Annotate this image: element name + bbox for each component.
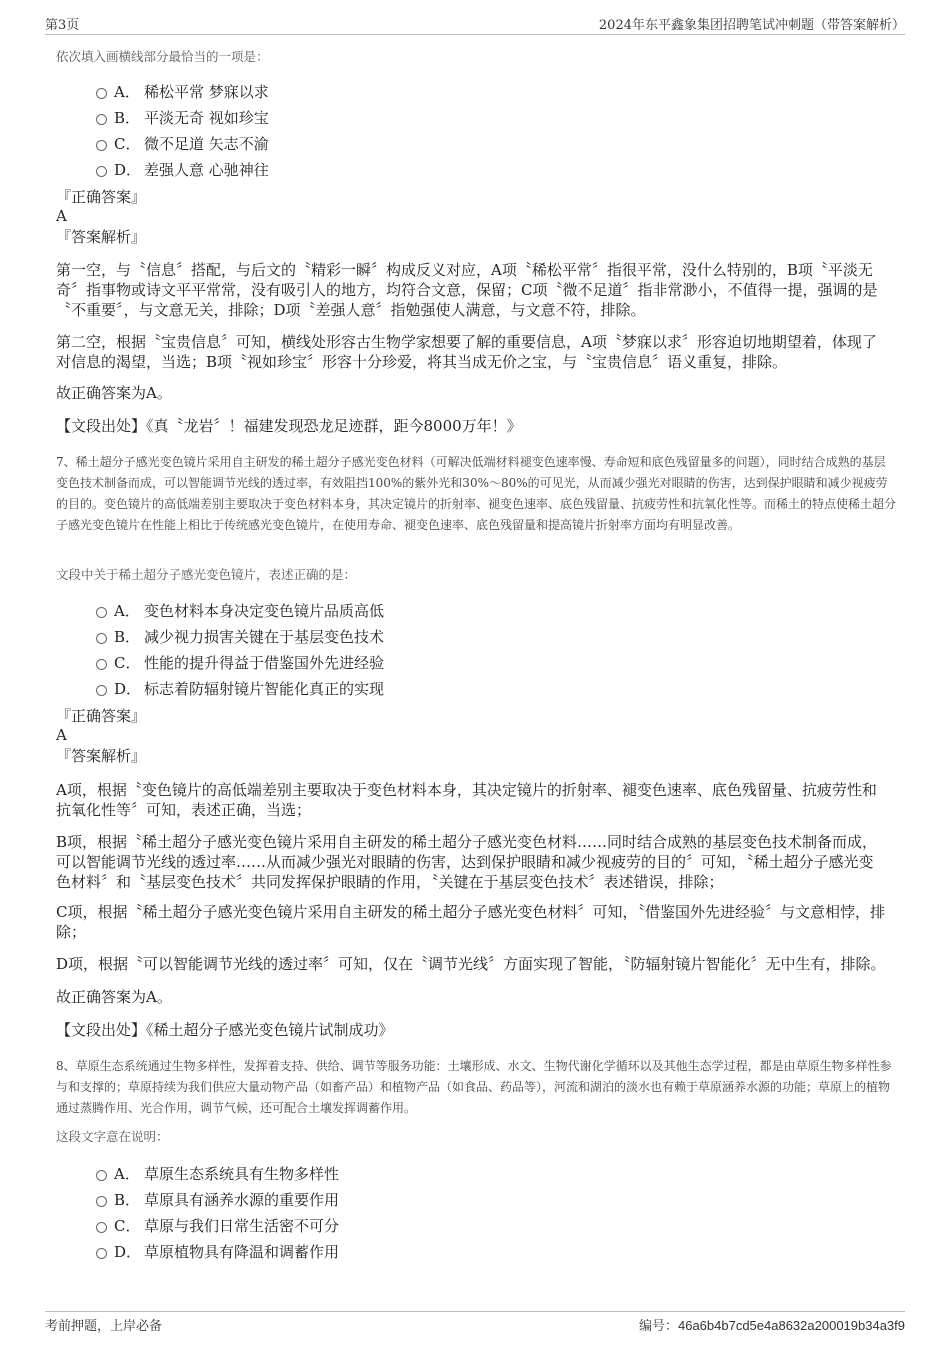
radio-icon[interactable]: [96, 1170, 107, 1181]
q6-option-b[interactable]: B． 平淡无奇 视如珍宝: [56, 105, 896, 131]
q7-analysis-a: A项，根据〝变色镜片的高低端差别主要取决于变色材料本身，其决定镜片的折射率、褪变色速率、底色残留量、抗疲劳性和抗氧化性等〞可知，表述正确，当选；: [56, 781, 877, 819]
radio-icon[interactable]: [96, 633, 107, 644]
code-label: 编号：: [638, 1319, 678, 1334]
q7-question: 7、稀土超分子感光变色镜片采用自主研发的稀土超分子感光变色材料（可解决低端材料褪变色速率慢、寿命短和底色残留量多的问题），同时结合成熟的基层变色技术制备而成，可以智能调节光线的透过率，有效阻挡100%的紫外光和30%～80%的可见光，从而减少强光对眼睛的伤害，达到保护眼睛和减少视疲劳的目的。变色镜片的高低端差别主要取决于变色材料本身，其决定镜片的折射率、褪变色速率、底色残留量、抗疲劳性和抗氧化性等。而稀土的特点使稀土超分子感光变色镜片在性能上相比于传统感光变色镜片，在使用寿命、褪变色速率、底色残留量和提高镜片折射率方面均有明显改善。: [56, 455, 897, 532]
q7-prompt: 文段中关于稀土超分子感光变色镜片，表述正确的是：: [56, 567, 357, 582]
q8-option-b[interactable]: B． 草原具有涵养水源的重要作用: [56, 1187, 896, 1213]
q7-answer-label: 『正确答案』: [56, 707, 147, 725]
q6-option-a[interactable]: A． 稀松平常 梦寐以求: [56, 79, 896, 105]
q7-analysis-b: B项，根据〝稀土超分子感光变色镜片采用自主研发的稀土超分子感光变色材料……同时结合成熟的基层变色技术制备而成，可以智能调节光线的透过率……从而减少强光对眼睛的伤害，达到保护眼睛和减少视疲劳的目的〞可知，〝稀土超分子感光变色材料〞和〝基层变色技术〞共同发挥保护眼睛的作用，〝关键在于基层变色技术〞表述错误，排除；: [56, 833, 878, 891]
document-code: [639, 1315, 905, 1334]
q7-analysis-d: D项，根据〝可以智能调节光线的透过率〞可知，仅在〝调节光线〞方面实现了智能，〝防辐射镜片智能化〞无中生有，排除。: [56, 955, 886, 973]
radio-icon[interactable]: [96, 114, 107, 125]
q6-answer-label: 『正确答案』: [56, 188, 147, 206]
q6-options: [56, 79, 896, 183]
q6-option-d[interactable]: D． 差强人意 心驰神往: [56, 157, 896, 183]
q6-analysis-p1: 第一空，与〝信息〞搭配，与后文的〝精彩一瞬〞构成反义对应，A项〝稀松平常〞指很平常，没什么特别的，B项〝平淡无奇〞指事物或诗文平平常常，没有吸引人的地方，均符合文意，保留；C项〝微不足道〞指非常渺小，不值得一提，强调的是〝不重要〞，与文意无关，排除；D项〝差强人意〞指勉强使人满意，与文意不符，排除。: [56, 261, 878, 319]
page-header: [45, 14, 905, 35]
q6-analysis-conclusion: 故正确答案为A。: [56, 384, 172, 402]
q6-analysis-label: 『答案解析』: [56, 228, 147, 246]
q7-analysis-label: 『答案解析』: [56, 747, 147, 765]
document-title: 2024年东平鑫象集团招聘笔试冲刺题（带答案解析）: [598, 18, 905, 33]
page-number: 第3页: [45, 18, 80, 33]
q8-prompt: 这段文字意在说明：: [56, 1129, 169, 1144]
radio-icon[interactable]: [96, 140, 107, 151]
q7-option-d[interactable]: D． 标志着防辐射镜片智能化真正的实现: [56, 676, 896, 702]
q7-option-c[interactable]: C． 性能的提升得益于借鉴国外先进经验: [56, 650, 896, 676]
footer-slogan: 考前押题，上岸必备: [45, 1319, 163, 1334]
q7-option-b[interactable]: B． 减少视力损害关键在于基层变色技术: [56, 624, 896, 650]
q6-prompt: 依次填入画横线部分最恰当的一项是：: [56, 49, 269, 64]
q7-analysis-c: C项，根据〝稀土超分子感光变色镜片采用自主研发的稀土超分子感光变色材料〞可知，〝借鉴国外先进经验〞与文意相悖，排除；: [56, 903, 885, 941]
q6-answer: A: [56, 207, 67, 225]
radio-icon[interactable]: [96, 1222, 107, 1233]
radio-icon[interactable]: [96, 1248, 107, 1259]
q8-option-a[interactable]: A． 草原生态系统具有生物多样性: [56, 1161, 896, 1187]
q7-analysis-conclusion: 故正确答案为A。: [56, 988, 172, 1006]
radio-icon[interactable]: [96, 1196, 107, 1207]
q7-answer: A: [56, 726, 67, 744]
q7-options: [56, 598, 896, 702]
q7-option-a[interactable]: A． 变色材料本身决定变色镜片品质高低: [56, 598, 896, 624]
radio-icon[interactable]: [96, 607, 107, 618]
q8-option-d[interactable]: D． 草原植物具有降温和调蓄作用: [56, 1239, 896, 1265]
q6-option-c[interactable]: C． 微不足道 矢志不渝: [56, 131, 896, 157]
q6-source: 【文段出处】《真〝龙岩〞！福建发现恐龙足迹群，距今8000万年！》: [56, 417, 522, 435]
q8-question: 8、草原生态系统通过生物多样性，发挥着支持、供给、调节等服务功能：土壤形成、水文、生物代谢化学循环以及其他生态学过程，都是由草原生物多样性参与和支撑的；草原持续为我们供应大量动物产品（如畜产品）和植物产品（如食品、药品等），河流和湖泊的淡水也有赖于草原涵养水源的功能；草原上的植物通过蒸腾作用、光合作用，调节气候，还可配合土壤发挥调蓄作用。: [56, 1059, 892, 1115]
q8-option-c[interactable]: C． 草原与我们日常生活密不可分: [56, 1213, 896, 1239]
q8-options: [56, 1161, 896, 1265]
q7-source: 【文段出处】《稀土超分子感光变色镜片试制成功》: [56, 1021, 394, 1039]
q6-analysis-p2: 第二空，根据〝宝贵信息〞可知，横线处形容古生物学家想要了解的重要信息，A项〝梦寐以求〞形容迫切地期望着，体现了对信息的渴望，当选；B项〝视如珍宝〞形容十分珍爱，将其当成无价之宝，与〝宝贵信息〞语义重复，排除。: [56, 333, 877, 371]
radio-icon[interactable]: [96, 166, 107, 177]
radio-icon[interactable]: [96, 88, 107, 99]
radio-icon[interactable]: [96, 659, 107, 670]
radio-icon[interactable]: [96, 685, 107, 696]
page-footer: [45, 1311, 905, 1334]
code-value: 46a6b4b7cd5e4a8632a200019b34a3f9: [677, 1318, 905, 1333]
